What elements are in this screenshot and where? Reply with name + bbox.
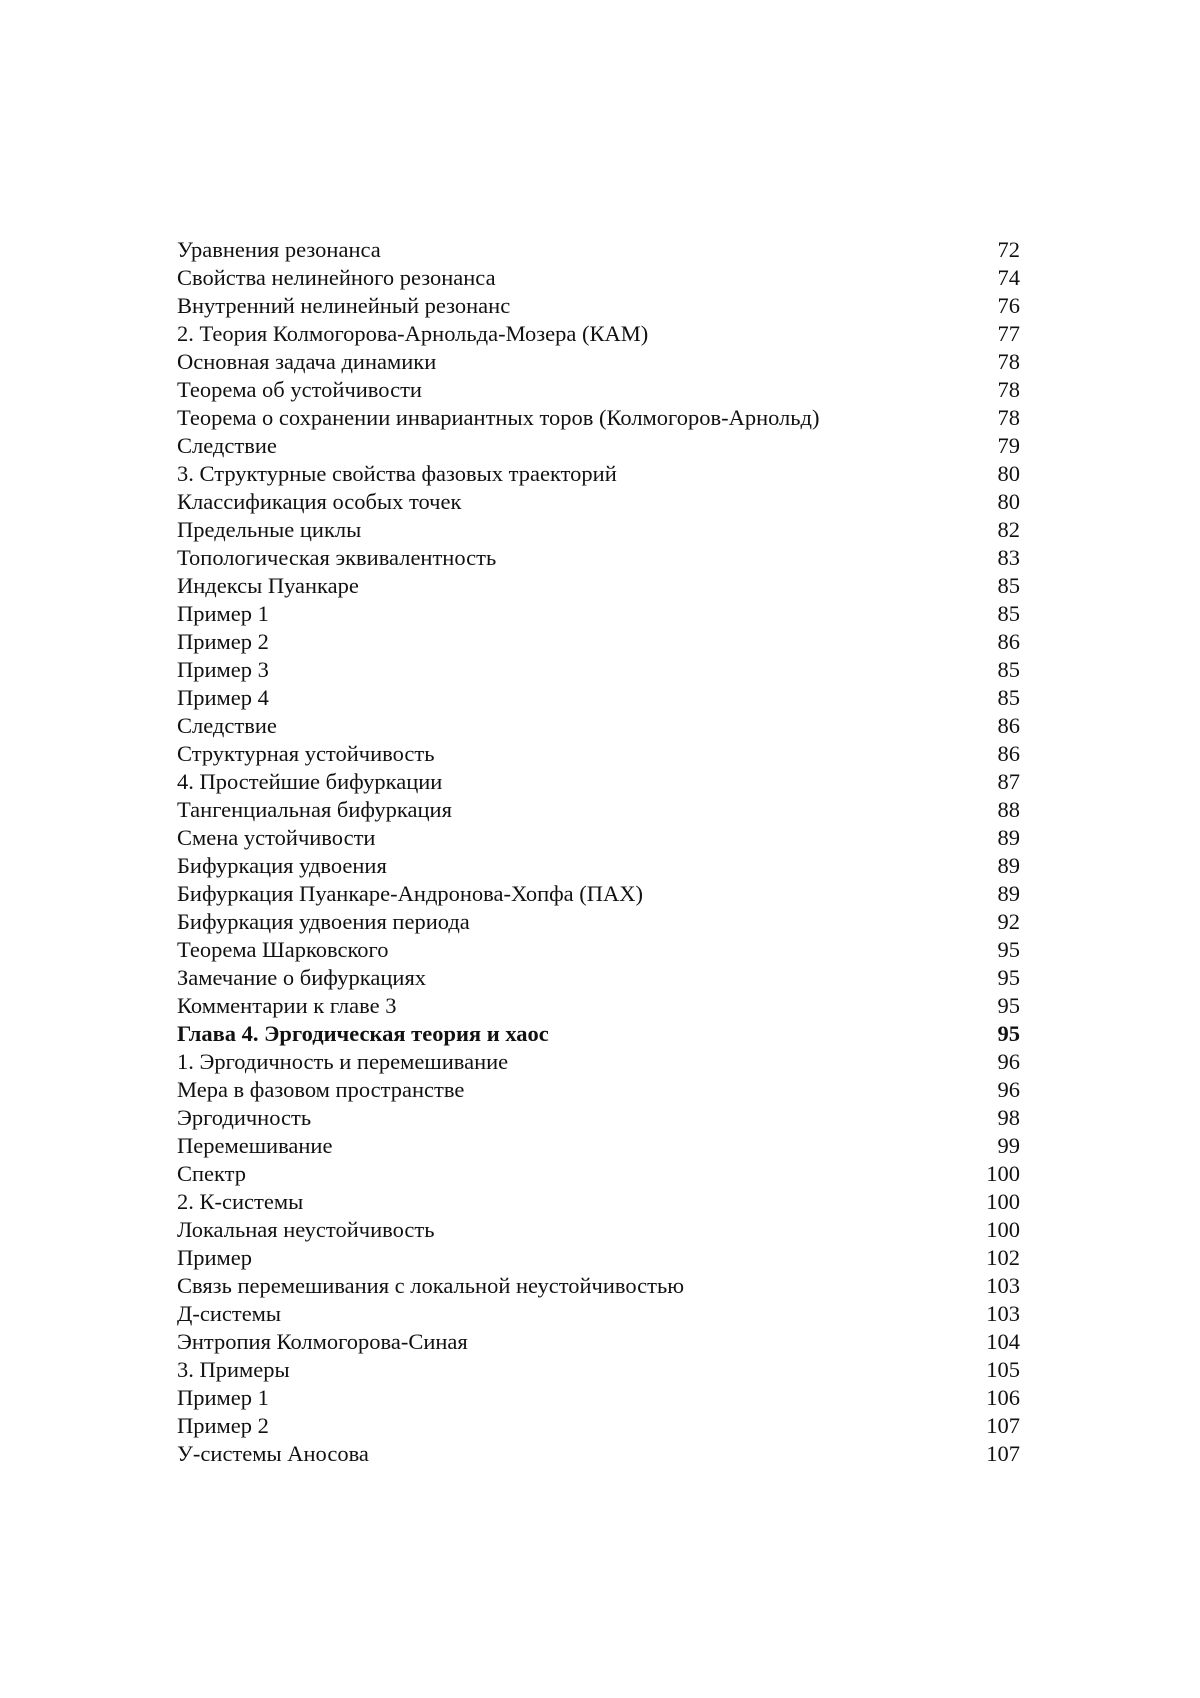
toc-entry [177,348,1020,376]
toc-entry-page-number: 87 [997,769,1020,794]
toc-entry-page-number: 88 [997,797,1020,822]
toc-entry-title: У-системы Аносова [177,1441,369,1466]
toc-entry-title: Энтропия Колмогорова-Синая [177,1329,468,1354]
toc-entry-page-number: 100 [986,1161,1020,1186]
toc-entry-page-number: 92 [997,909,1020,934]
toc-entry-title: Эргодичность [177,1105,312,1130]
toc-entry [177,1356,1020,1384]
toc-entry [177,292,1020,320]
toc-entry-page-number: 98 [997,1105,1020,1130]
toc-entry [177,572,1020,600]
toc-entry [177,824,1020,852]
toc-entry-page-number: 99 [997,1133,1020,1158]
toc-entry-page-number: 95 [997,1021,1020,1046]
toc-entry-title: Следствие [177,433,277,458]
toc-entry [177,1384,1020,1412]
toc-entry-page-number: 89 [997,825,1020,850]
toc-entry [177,1132,1020,1160]
toc-entry-title: Индексы Пуанкаре [177,573,359,598]
toc-entry-title: Пример 4 [177,685,269,710]
toc-entry-title: Пример 2 [177,1413,269,1438]
toc-entry-page-number: 103 [986,1273,1020,1298]
toc-entry-page-number: 78 [997,405,1020,430]
toc-entry-title: Комментарии к главе 3 [177,993,397,1018]
toc-entry [177,936,1020,964]
toc-entry-page-number: 107 [986,1413,1020,1438]
toc-entry-page-number: 85 [997,685,1020,710]
toc-entry [177,1300,1020,1328]
toc-entry [177,1244,1020,1272]
toc-entry [177,488,1020,516]
toc-entry-title: 2. К-системы [177,1189,304,1214]
toc-entry-page-number: 103 [986,1301,1020,1326]
toc-entry-title: 4. Простейшие бифуркации [177,769,443,794]
toc-entry-title: Теорема об устойчивости [177,377,422,402]
toc-entry [177,1216,1020,1244]
toc-entry [177,1272,1020,1300]
toc-entry [177,684,1020,712]
toc-entry-page-number: 80 [997,461,1020,486]
toc-chapter-heading [177,1020,1020,1048]
toc-entry [177,1104,1020,1132]
toc-entry [177,712,1020,740]
toc-entry-title: 1. Эргодичность и перемешивание [177,1049,509,1074]
toc-entry-page-number: 102 [986,1245,1020,1270]
toc-entry-page-number: 95 [997,993,1020,1018]
toc-entry-page-number: 85 [997,601,1020,626]
toc-entry-page-number: 83 [997,545,1020,570]
toc-entry-title: Теорема о сохранении инвариантных торов (Колмогоров-Арнольд) [177,405,820,430]
toc-entry-page-number: 72 [997,237,1020,262]
table-of-contents [177,236,1020,1468]
toc-entry [177,1048,1020,1076]
toc-entry-title: Топологическая эквивалентность [177,545,497,570]
toc-entry-page-number: 77 [997,321,1020,346]
toc-entry [177,1328,1020,1356]
toc-entry-title: Локальная неустойчивость [177,1217,435,1242]
toc-entry [177,880,1020,908]
toc-entry [177,908,1020,936]
toc-entry-page-number: 104 [986,1329,1020,1354]
toc-entry-page-number: 95 [997,965,1020,990]
toc-entry-title: Теорема Шарковского [177,937,389,962]
toc-entry-page-number: 85 [997,657,1020,682]
toc-entry [177,768,1020,796]
toc-entry [177,740,1020,768]
toc-entry-page-number: 86 [997,741,1020,766]
toc-entry-title: Бифуркация Пуанкаре-Андронова-Хопфа (ПАХ) [177,881,644,906]
toc-entry-page-number: 95 [997,937,1020,962]
toc-entry-title: Бифуркация удвоения [177,853,387,878]
toc-entry-title: Связь перемешивания с локальной неустойчивостью [177,1273,685,1298]
toc-entry-page-number: 74 [997,265,1020,290]
toc-entry-page-number: 78 [997,349,1020,374]
toc-entry-title: Основная задача динамики [177,349,437,374]
toc-entry-title: Пример [177,1245,253,1270]
toc-entry-title: 3. Примеры [177,1357,290,1382]
toc-entry [177,1440,1020,1468]
toc-entry-page-number: 100 [986,1217,1020,1242]
toc-entry [177,628,1020,656]
toc-entry-title: Пример 3 [177,657,269,682]
toc-entry-page-number: 89 [997,853,1020,878]
toc-entry [177,796,1020,824]
toc-entry-title: Свойства нелинейного резонанса [177,265,496,290]
toc-entry-page-number: 78 [997,377,1020,402]
toc-entry-title: 2. Теория Колмогорова-Арнольда-Мозера (КАМ) [177,321,649,346]
toc-entry-title: Мера в фазовом пространстве [177,1077,465,1102]
toc-entry [177,432,1020,460]
toc-entry-page-number: 80 [997,489,1020,514]
toc-entry-title: Следствие [177,713,277,738]
toc-entry-title: Пример 1 [177,601,269,626]
toc-entry-title: Тангенциальная бифуркация [177,797,452,822]
toc-entry-title: Д-системы [177,1301,282,1326]
toc-entry-page-number: 105 [986,1357,1020,1382]
toc-entry [177,1160,1020,1188]
toc-entry [177,320,1020,348]
toc-entry-page-number: 85 [997,573,1020,598]
toc-entry [177,376,1020,404]
toc-entry [177,264,1020,292]
toc-entry-page-number: 86 [997,629,1020,654]
toc-entry-title: Смена устойчивости [177,825,376,850]
toc-entry [177,544,1020,572]
toc-entry [177,404,1020,432]
toc-entry-page-number: 86 [997,713,1020,738]
toc-entry-page-number: 96 [997,1049,1020,1074]
toc-entry-title: Уравнения резонанса [177,237,381,262]
toc-entry-page-number: 100 [986,1189,1020,1214]
toc-entry-page-number: 76 [997,293,1020,318]
toc-entry-page-number: 106 [986,1385,1020,1410]
toc-entry-title: Предельные циклы [177,517,362,542]
toc-entry-title: Структурная устойчивость [177,741,435,766]
toc-entry-page-number: 107 [986,1441,1020,1466]
toc-entry [177,460,1020,488]
toc-entry-title: Перемешивание [177,1133,333,1158]
toc-entry-page-number: 96 [997,1077,1020,1102]
toc-entry-title: Замечание о бифуркациях [177,965,427,990]
toc-entry [177,656,1020,684]
toc-entry-title: Глава 4. Эргодическая теория и хаос [177,1021,549,1046]
toc-entry-title: Пример 1 [177,1385,269,1410]
toc-entry [177,600,1020,628]
toc-entry [177,852,1020,880]
toc-entry [177,992,1020,1020]
toc-entry-title: 3. Структурные свойства фазовых траекторий [177,461,617,486]
toc-entry [177,1412,1020,1440]
toc-entry [177,1188,1020,1216]
toc-entry-page-number: 82 [997,517,1020,542]
toc-entry [177,1076,1020,1104]
toc-entry-title: Спектр [177,1161,247,1186]
toc-entry [177,236,1020,264]
toc-entry-title: Классификация особых точек [177,489,462,514]
toc-entry-page-number: 79 [997,433,1020,458]
toc-entry-title: Пример 2 [177,629,269,654]
toc-entry [177,516,1020,544]
toc-entry [177,964,1020,992]
toc-entry-page-number: 89 [997,881,1020,906]
toc-entry-title: Внутренний нелинейный резонанс [177,293,511,318]
toc-entry-title: Бифуркация удвоения периода [177,909,470,934]
